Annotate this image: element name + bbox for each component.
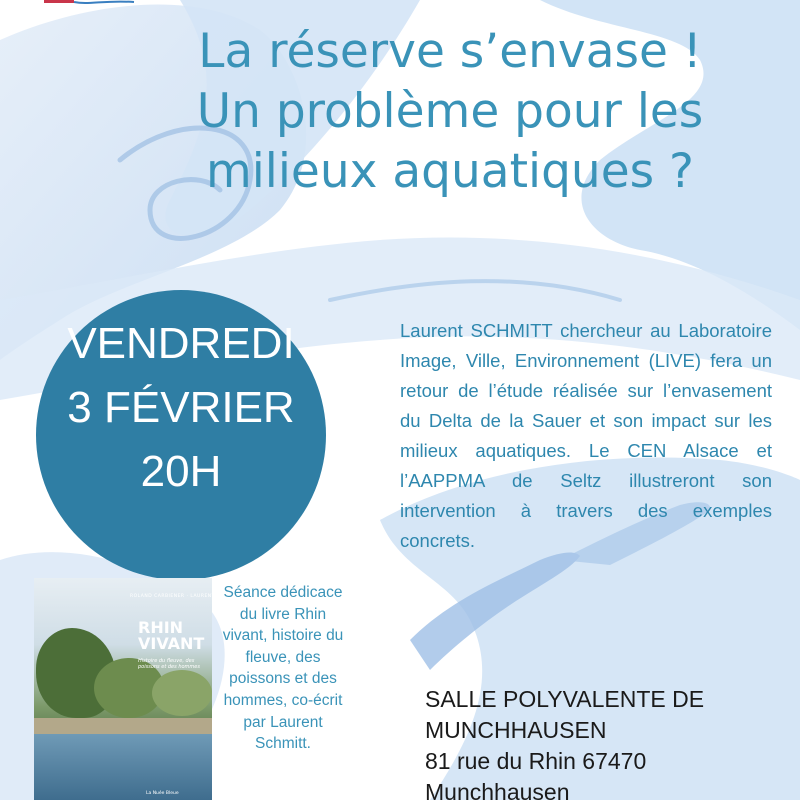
event-date (36, 312, 326, 504)
event-description: Laurent SCHMITT chercheur au Laboratoire Image, Ville, Environnement (LIVE) fera un retour de l’étude réalisée sur l’envasement du Delta de la Sauer et son impact sur les milieux aquatiques. Le CEN Alsace et l’AAPPMA de Seltz illustreront son intervention à travers des exemples concrets. (400, 320, 772, 551)
book-title (138, 620, 212, 652)
book-signing-text: Séance dédicace du livre Rhin vivant, histoire du fleuve, des poissons et des hommes, co-écrit par Laurent Schmitt. (222, 584, 344, 753)
book-publisher: La Nuée Bleue (146, 791, 179, 796)
title-line-1: La réserve s’envase ! (198, 24, 702, 79)
venue-line-3: 81 rue du Rhin 67470 (425, 748, 647, 774)
book-cover-tree (152, 670, 212, 716)
event-time: 20H (140, 447, 222, 496)
event-day: VENDREDI (67, 319, 295, 368)
organizer-logo (44, 0, 134, 6)
event-date-value: 3 FÉVRIER (67, 383, 295, 432)
book-authors: ROLAND CARBIENER · LAURENT SCHMITT (130, 594, 241, 599)
title-line-2: Un problème pour les (196, 84, 704, 139)
venue-line-1: SALLE POLYVALENTE DE (425, 686, 705, 712)
book-cover-image (34, 578, 241, 800)
event-title (120, 22, 780, 202)
book-subtitle: Histoire du fleuve, des poissons et des hommes (138, 658, 200, 670)
venue-line-4: Munchhausen (425, 779, 570, 805)
venue-line-2: MUNCHHAUSEN (425, 717, 607, 743)
event-venue (425, 684, 785, 808)
book-title-line-2: VIVANT (138, 634, 205, 653)
title-line-3: milieux aquatiques ? (205, 144, 695, 199)
book-cover-shore (34, 718, 212, 734)
book-title-line-1: RHIN (138, 618, 184, 637)
